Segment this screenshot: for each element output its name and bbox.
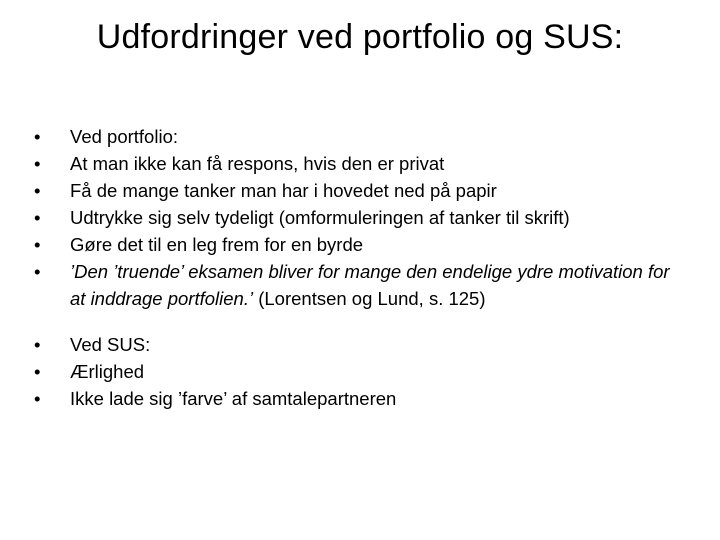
portfolio-item-text: Udtrykke sig selv tydeligt (omformuleringen af tanker til skrift): [70, 207, 570, 228]
list-item: [34, 177, 684, 204]
portfolio-item-text: Få de mange tanker man har i hovedet ned på papir: [70, 180, 497, 201]
sus-item-text: Ærlighed: [70, 361, 145, 382]
bullet-icon: •: [34, 180, 41, 201]
list-item: [34, 385, 684, 412]
bullet-icon: •: [34, 207, 41, 228]
list-item: [34, 204, 684, 231]
list-item: [34, 123, 684, 150]
bullet-icon: •: [34, 126, 41, 147]
list-item: [34, 150, 684, 177]
sus-heading: Ved SUS:: [70, 334, 151, 355]
slide-title: Udfordringer ved portfolio og SUS:: [96, 18, 624, 56]
bullet-icon: •: [34, 234, 41, 255]
bullet-icon: •: [34, 261, 41, 282]
list-item: [34, 258, 684, 312]
portfolio-heading: Ved portfolio:: [70, 126, 178, 147]
list-item: [34, 231, 684, 258]
quote-text: ’Den ’truende’ eksamen bliver for mange den endelige ydre motivation for at inddrage portfolien.’: [70, 261, 670, 309]
quote-citation: (Lorentsen og Lund, s. 125): [253, 288, 486, 309]
bullet-icon: •: [34, 153, 41, 174]
portfolio-bullet-list: [34, 123, 684, 312]
portfolio-item-text: Gøre det til en leg frem for en byrde: [70, 234, 364, 255]
sus-bullet-list: [34, 331, 684, 412]
list-item: [34, 331, 684, 358]
list-item: [34, 358, 684, 385]
bullet-icon: •: [34, 388, 41, 409]
bullet-icon: •: [34, 334, 41, 355]
sus-item-text: Ikke lade sig ’farve’ af samtalepartneren: [70, 388, 397, 409]
bullet-icon: •: [34, 361, 41, 382]
portfolio-item-text: At man ikke kan få respons, hvis den er privat: [70, 153, 445, 174]
